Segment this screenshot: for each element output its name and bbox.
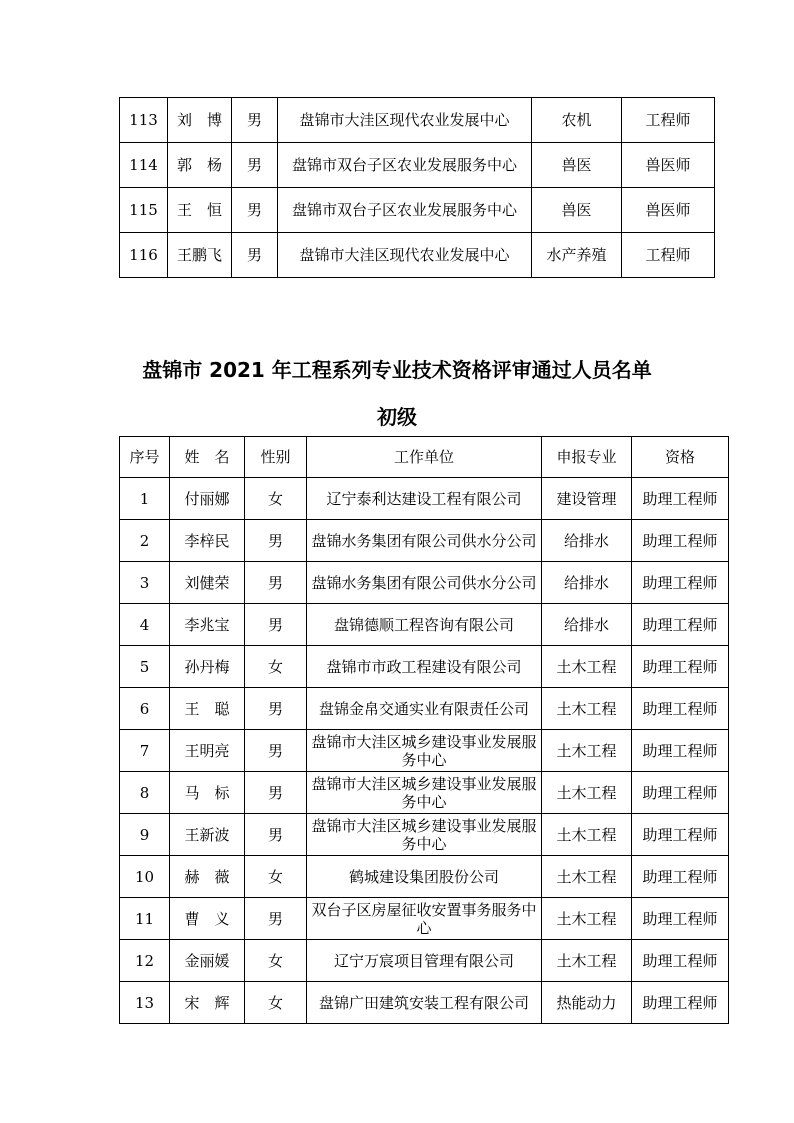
table-row	[120, 814, 729, 856]
cell-work-unit: 盘锦市大洼区城乡建设事业发展服务中心	[307, 730, 542, 772]
header-no: 序号	[120, 437, 170, 478]
cell-major: 给排水	[542, 520, 632, 562]
cell-work-unit: 盘锦市双台子区农业发展服务中心	[278, 143, 532, 188]
cell-gender: 女	[245, 940, 307, 982]
cell-gender: 女	[245, 478, 307, 520]
cell-major: 给排水	[542, 562, 632, 604]
table-row	[120, 188, 715, 233]
cell-qualification: 工程师	[622, 233, 715, 278]
cell-major: 兽医	[532, 143, 622, 188]
cell-major: 土木工程	[542, 772, 632, 814]
cell-gender: 男	[245, 562, 307, 604]
personnel-table-body	[120, 437, 729, 1024]
cell-gender: 女	[245, 646, 307, 688]
cell-name: 金丽媛	[170, 940, 245, 982]
cell-number: 13	[120, 982, 170, 1024]
cell-gender: 男	[232, 233, 278, 278]
cell-name: 王 恒	[168, 188, 232, 233]
table-row	[120, 604, 729, 646]
table-row	[120, 478, 729, 520]
cell-number: 116	[120, 233, 168, 278]
cell-major: 给排水	[542, 604, 632, 646]
cell-major: 土木工程	[542, 646, 632, 688]
table-row	[120, 143, 715, 188]
cell-name: 王鹏飞	[168, 233, 232, 278]
cell-gender: 男	[245, 772, 307, 814]
cell-number: 1	[120, 478, 170, 520]
cell-work-unit: 盘锦市双台子区农业发展服务中心	[278, 188, 532, 233]
cell-number: 3	[120, 562, 170, 604]
cell-major: 土木工程	[542, 814, 632, 856]
cell-work-unit: 盘锦金帛交通实业有限责任公司	[307, 688, 542, 730]
cell-name: 王明亮	[170, 730, 245, 772]
cell-work-unit: 盘锦市大洼区城乡建设事业发展服务中心	[307, 814, 542, 856]
table-row	[120, 688, 729, 730]
cell-work-unit: 盘锦市大洼区现代农业发展中心	[278, 233, 532, 278]
cell-gender: 男	[232, 143, 278, 188]
cell-qualification: 兽医师	[622, 143, 715, 188]
level-heading: 初级	[377, 405, 417, 429]
cell-major: 土木工程	[542, 940, 632, 982]
cell-qualification: 助理工程师	[632, 688, 729, 730]
header-unit: 工作单位	[307, 437, 542, 478]
table-row	[120, 562, 729, 604]
cell-major: 热能动力	[542, 982, 632, 1024]
cell-major: 土木工程	[542, 688, 632, 730]
cell-number: 6	[120, 688, 170, 730]
cell-number: 113	[120, 98, 168, 143]
cell-gender: 男	[245, 730, 307, 772]
cell-gender: 男	[245, 688, 307, 730]
cell-qualification: 工程师	[622, 98, 715, 143]
cell-major: 土木工程	[542, 730, 632, 772]
cell-number: 4	[120, 604, 170, 646]
cell-number: 114	[120, 143, 168, 188]
cell-gender: 男	[245, 604, 307, 646]
cell-name: 孙丹梅	[170, 646, 245, 688]
cell-qualification: 助理工程师	[632, 856, 729, 898]
cell-gender: 女	[245, 856, 307, 898]
table-row	[120, 856, 729, 898]
cell-gender: 男	[245, 814, 307, 856]
cell-qualification: 助理工程师	[632, 814, 729, 856]
cell-work-unit: 盘锦水务集团有限公司供水分公司	[307, 520, 542, 562]
cell-qualification: 助理工程师	[632, 730, 729, 772]
cell-name: 李兆宝	[170, 604, 245, 646]
cell-gender: 男	[245, 520, 307, 562]
cell-number: 12	[120, 940, 170, 982]
cell-work-unit: 盘锦市大洼区城乡建设事业发展服务中心	[307, 772, 542, 814]
cell-number: 5	[120, 646, 170, 688]
previous-table-body	[120, 98, 715, 278]
header-name: 姓 名	[170, 437, 245, 478]
cell-name: 王新波	[170, 814, 245, 856]
cell-number: 2	[120, 520, 170, 562]
cell-qualification: 助理工程师	[632, 898, 729, 940]
header-gender: 性别	[245, 437, 307, 478]
cell-name: 郭 杨	[168, 143, 232, 188]
cell-qualification: 助理工程师	[632, 562, 729, 604]
cell-name: 付丽娜	[170, 478, 245, 520]
table-row	[120, 98, 715, 143]
cell-name: 马 标	[170, 772, 245, 814]
cell-gender: 女	[245, 982, 307, 1024]
cell-number: 10	[120, 856, 170, 898]
cell-work-unit: 盘锦市大洼区现代农业发展中心	[278, 98, 532, 143]
cell-number: 115	[120, 188, 168, 233]
table-row	[120, 940, 729, 982]
cell-work-unit: 盘锦德顺工程咨询有限公司	[307, 604, 542, 646]
cell-work-unit: 鹤城建设集团股份公司	[307, 856, 542, 898]
cell-qualification: 助理工程师	[632, 646, 729, 688]
cell-major: 土木工程	[542, 856, 632, 898]
cell-major: 建设管理	[542, 478, 632, 520]
cell-work-unit: 盘锦市市政工程建设有限公司	[307, 646, 542, 688]
table-row	[120, 772, 729, 814]
header-major: 申报专业	[542, 437, 632, 478]
cell-qualification: 助理工程师	[632, 940, 729, 982]
cell-work-unit: 辽宁泰利达建设工程有限公司	[307, 478, 542, 520]
cell-qualification: 兽医师	[622, 188, 715, 233]
document-title: 盘锦市 2021 年工程系列专业技术资格评审通过人员名单	[142, 358, 652, 382]
table-row	[120, 982, 729, 1024]
cell-number: 9	[120, 814, 170, 856]
table-row	[120, 898, 729, 940]
previous-page-table	[119, 97, 715, 278]
cell-name: 赫 薇	[170, 856, 245, 898]
table-row	[120, 233, 715, 278]
cell-work-unit: 双台子区房屋征收安置事务服务中心	[307, 898, 542, 940]
cell-gender: 男	[232, 98, 278, 143]
cell-gender: 男	[232, 188, 278, 233]
cell-gender: 男	[245, 898, 307, 940]
cell-number: 11	[120, 898, 170, 940]
cell-name: 刘 博	[168, 98, 232, 143]
cell-qualification: 助理工程师	[632, 520, 729, 562]
cell-work-unit: 盘锦水务集团有限公司供水分公司	[307, 562, 542, 604]
header-qualification: 资格	[632, 437, 729, 478]
cell-major: 土木工程	[542, 898, 632, 940]
table-row	[120, 520, 729, 562]
cell-qualification: 助理工程师	[632, 772, 729, 814]
cell-name: 曹 义	[170, 898, 245, 940]
cell-name: 刘健荣	[170, 562, 245, 604]
personnel-table	[119, 436, 729, 1024]
cell-qualification: 助理工程师	[632, 604, 729, 646]
table-row	[120, 730, 729, 772]
cell-qualification: 助理工程师	[632, 478, 729, 520]
cell-work-unit: 盘锦广田建筑安装工程有限公司	[307, 982, 542, 1024]
cell-major: 水产养殖	[532, 233, 622, 278]
cell-name: 李梓民	[170, 520, 245, 562]
cell-qualification: 助理工程师	[632, 982, 729, 1024]
cell-major: 农机	[532, 98, 622, 143]
cell-name: 王 聪	[170, 688, 245, 730]
cell-number: 8	[120, 772, 170, 814]
cell-number: 7	[120, 730, 170, 772]
table-row	[120, 646, 729, 688]
cell-major: 兽医	[532, 188, 622, 233]
cell-name: 宋 辉	[170, 982, 245, 1024]
cell-work-unit: 辽宁万宸项目管理有限公司	[307, 940, 542, 982]
table-header-row	[120, 437, 729, 478]
